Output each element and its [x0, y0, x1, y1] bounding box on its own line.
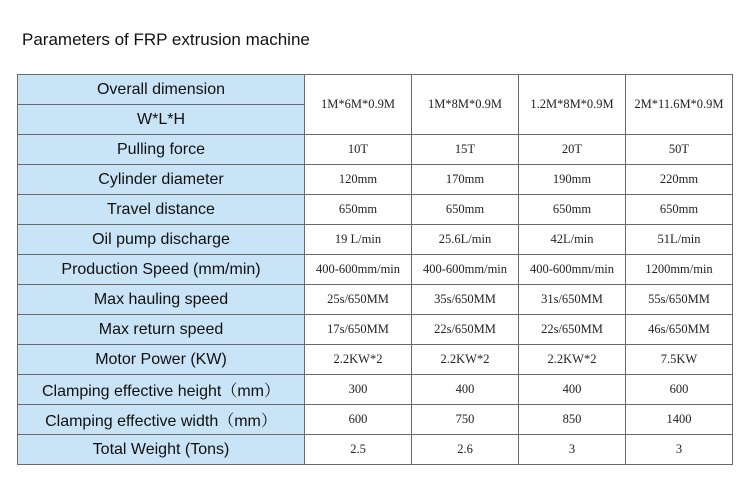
row-label: Overall dimension — [18, 75, 305, 105]
table-cell: 55s/650MM — [626, 285, 733, 315]
table-cell: 400-600mm/min — [412, 255, 519, 285]
row-label: Travel distance — [18, 195, 305, 225]
table-row — [18, 375, 733, 405]
row-label: Max return speed — [18, 315, 305, 345]
table-cell: 35s/650MM — [412, 285, 519, 315]
row-label: Oil pump discharge — [18, 225, 305, 255]
table-cell: 25s/650MM — [305, 285, 412, 315]
table-cell: 3 — [626, 435, 733, 465]
table-cell: 850 — [519, 405, 626, 435]
table-cell: 2.2KW*2 — [305, 345, 412, 375]
table-row — [18, 345, 733, 375]
row-label: Pulling force — [18, 135, 305, 165]
table-row — [18, 165, 733, 195]
table-cell: 31s/650MM — [519, 285, 626, 315]
row-label: Max hauling speed — [18, 285, 305, 315]
table-cell: 2.5 — [305, 435, 412, 465]
table-cell: 750 — [412, 405, 519, 435]
row-label: Motor Power (KW) — [18, 345, 305, 375]
table-cell: 20T — [519, 135, 626, 165]
table-cell: 3 — [519, 435, 626, 465]
table-cell: 300 — [305, 375, 412, 405]
table-cell: 22s/650MM — [412, 315, 519, 345]
table-cell: 170mm — [412, 165, 519, 195]
table-cell: 400 — [412, 375, 519, 405]
table-cell: 46s/650MM — [626, 315, 733, 345]
row-label: Clamping effective height（mm） — [18, 375, 305, 405]
table-row — [18, 435, 733, 465]
table-cell: 650mm — [305, 195, 412, 225]
table-cell: 400 — [519, 375, 626, 405]
row-label: Cylinder diameter — [18, 165, 305, 195]
table-cell: 10T — [305, 135, 412, 165]
table-cell: 42L/min — [519, 225, 626, 255]
table-cell: 190mm — [519, 165, 626, 195]
table-cell: 2.6 — [412, 435, 519, 465]
table-row — [18, 75, 733, 105]
table-cell: 17s/650MM — [305, 315, 412, 345]
row-label: Clamping effective width（mm） — [18, 405, 305, 435]
table-cell: 1.2M*8M*0.9M — [519, 75, 626, 135]
table-row — [18, 315, 733, 345]
table-row — [18, 225, 733, 255]
table-cell: 1M*8M*0.9M — [412, 75, 519, 135]
table-row — [18, 285, 733, 315]
row-label: Total Weight (Tons) — [18, 435, 305, 465]
table-cell: 25.6L/min — [412, 225, 519, 255]
table-cell: 22s/650MM — [519, 315, 626, 345]
table-cell: 1200mm/min — [626, 255, 733, 285]
parameters-table — [17, 74, 733, 465]
table-cell: 220mm — [626, 165, 733, 195]
table-cell: 400-600mm/min — [519, 255, 626, 285]
table-cell: 600 — [305, 405, 412, 435]
table-row — [18, 255, 733, 285]
table-row — [18, 405, 733, 435]
table-cell: 1M*6M*0.9M — [305, 75, 412, 135]
table-cell: 19 L/min — [305, 225, 412, 255]
table-cell: 120mm — [305, 165, 412, 195]
table-cell: 650mm — [519, 195, 626, 225]
table-cell: 2M*11.6M*0.9M — [626, 75, 733, 135]
table-cell: 50T — [626, 135, 733, 165]
row-label: Production Speed (mm/min) — [18, 255, 305, 285]
table-cell: 15T — [412, 135, 519, 165]
table-cell: 7.5KW — [626, 345, 733, 375]
table-cell: 400-600mm/min — [305, 255, 412, 285]
table-cell: 1400 — [626, 405, 733, 435]
table-cell: 51L/min — [626, 225, 733, 255]
row-label: W*L*H — [18, 105, 305, 135]
table-cell: 650mm — [412, 195, 519, 225]
page-title: Parameters of FRP extrusion machine — [22, 30, 310, 49]
table-cell: 650mm — [626, 195, 733, 225]
table-row — [18, 135, 733, 165]
table-cell: 2.2KW*2 — [519, 345, 626, 375]
table-cell: 2.2KW*2 — [412, 345, 519, 375]
table-row — [18, 195, 733, 225]
table-cell: 600 — [626, 375, 733, 405]
